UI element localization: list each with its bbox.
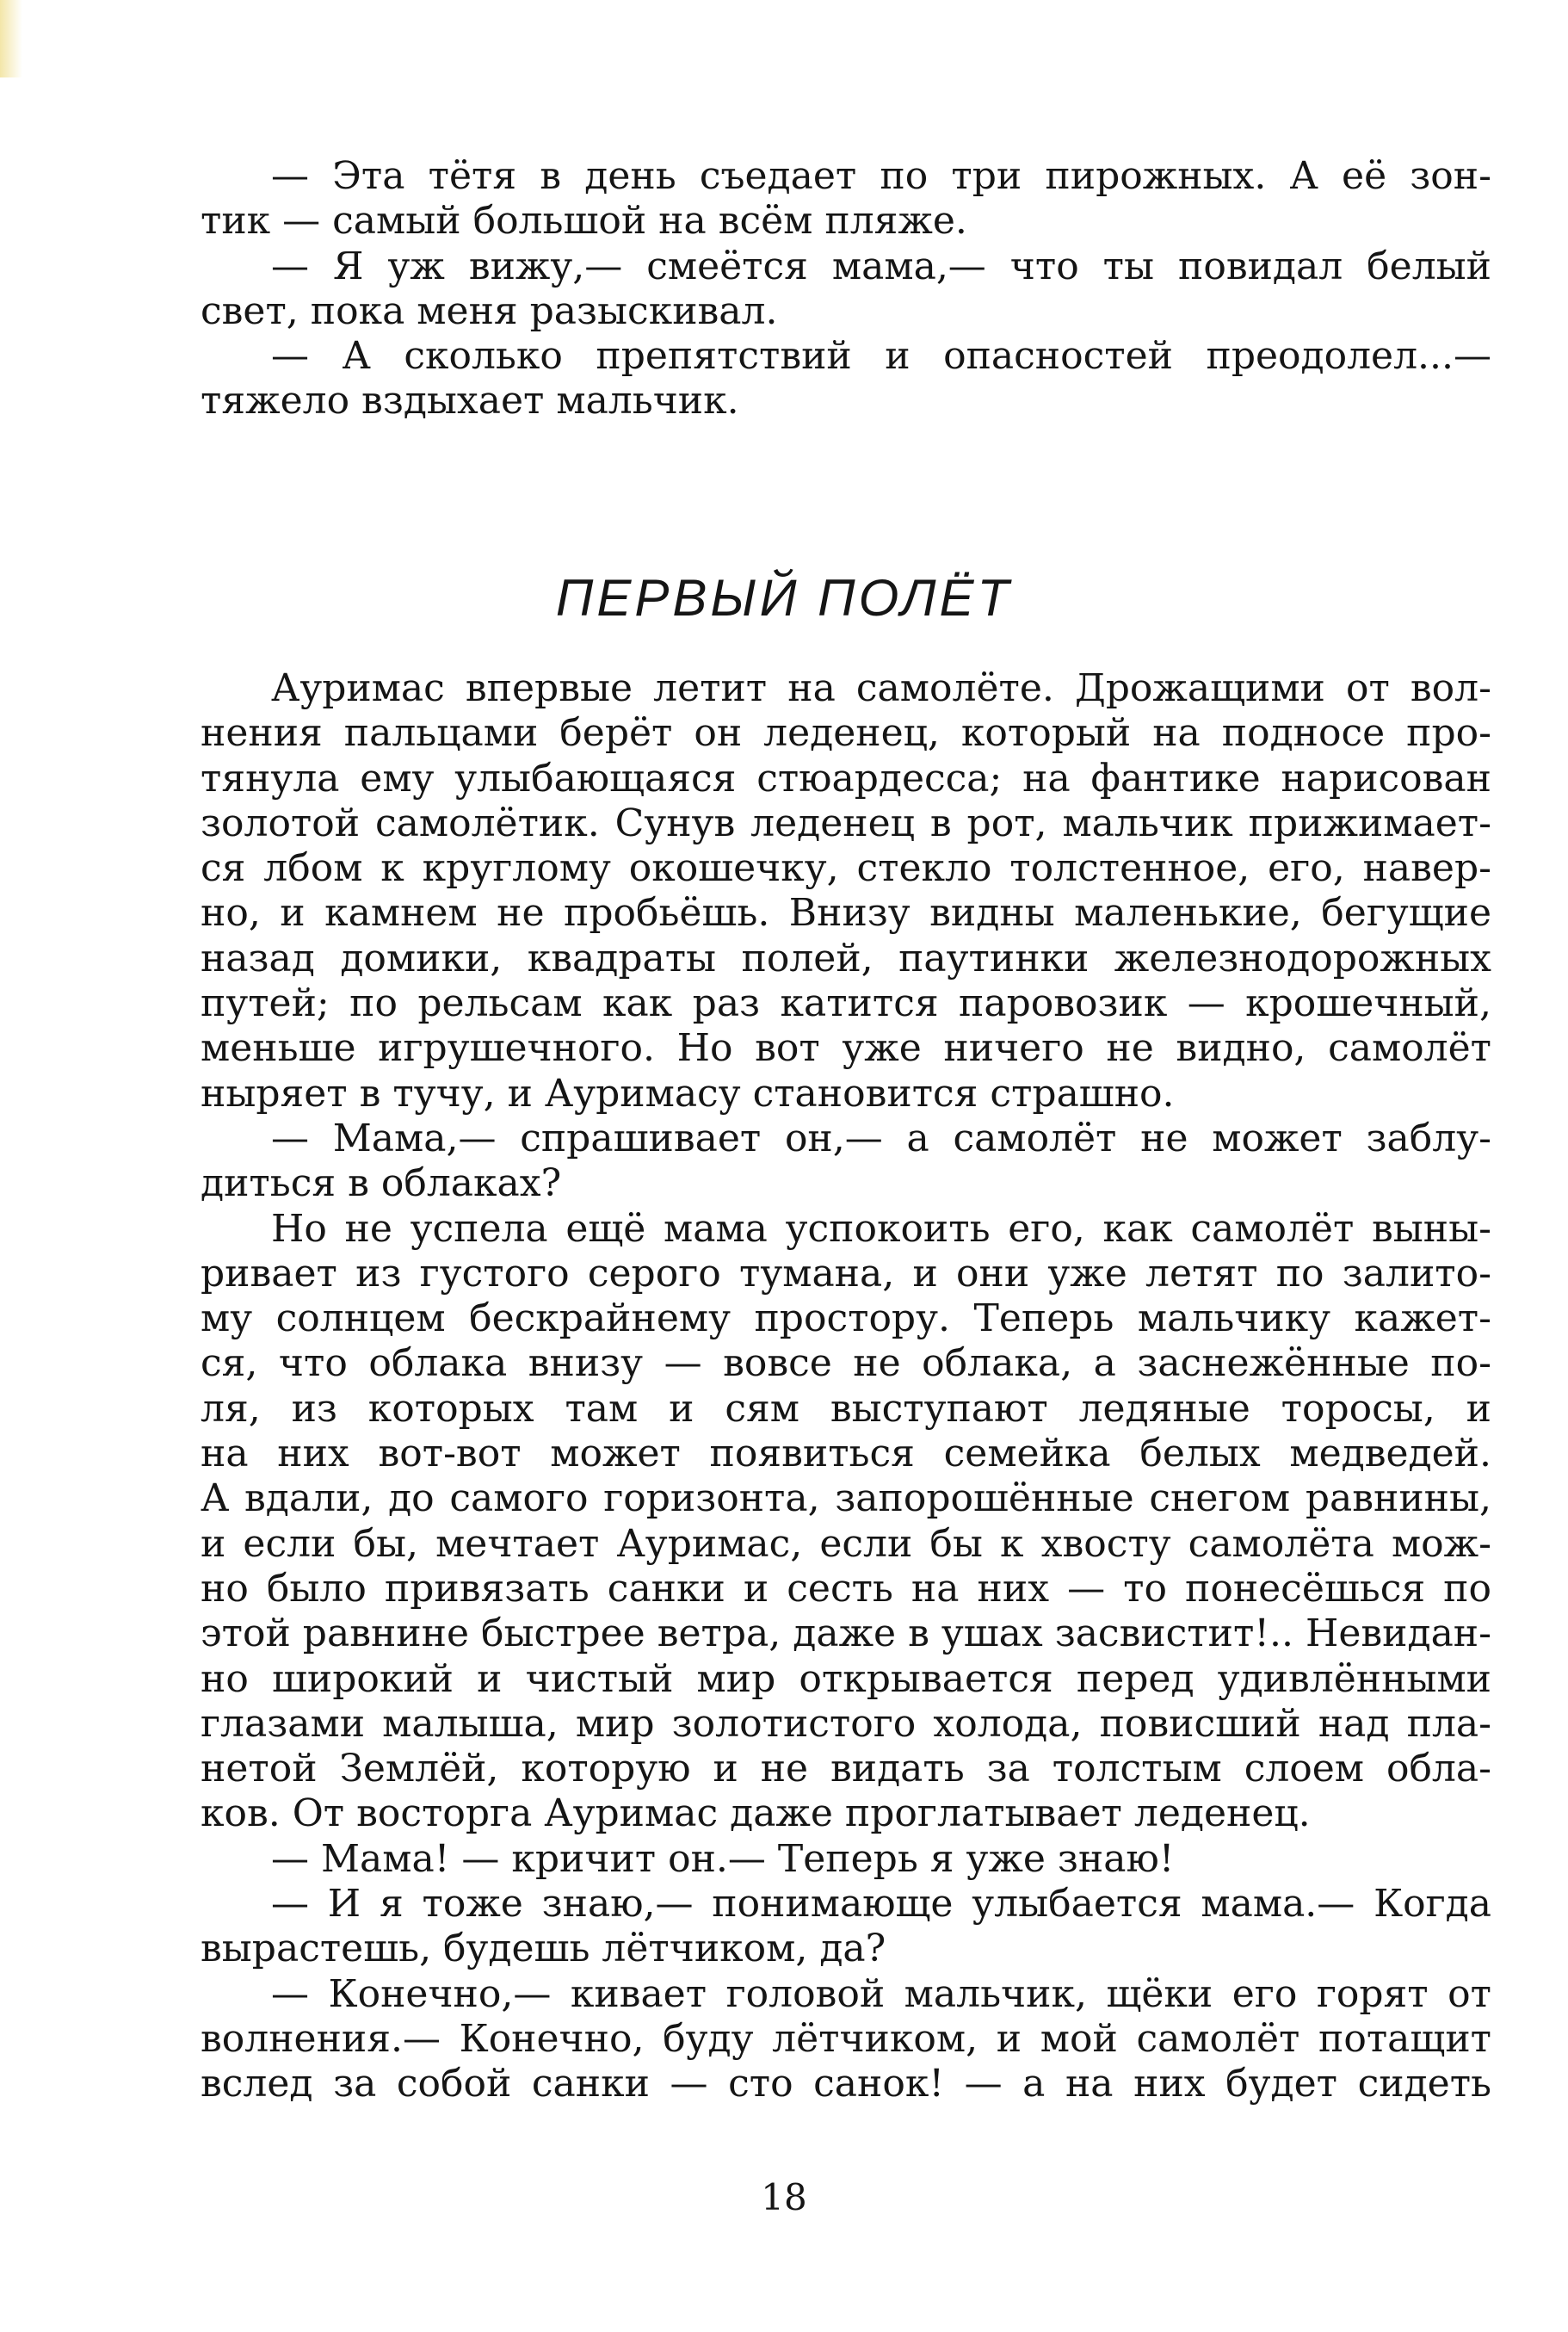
- text-line: — Мама,— спрашивает он,— а самолёт не может заблу-: [271, 1116, 1491, 1160]
- chapter-title: ПЕРВЫЙ ПОЛЁТ: [555, 569, 1013, 627]
- text-line: путей; по рельсам как раз катится паровозик — крошечный,: [201, 981, 1491, 1026]
- text-line: меньше игрушечного. Но вот уже ничего не видно, самолёт: [201, 1026, 1491, 1071]
- text-line: вырастешь, будешь лётчиком, да?: [201, 1927, 886, 1971]
- text-line: Ауримас впервые летит на самолёте. Дрожащими от вол-: [271, 666, 1491, 710]
- text-line: — Мама! — кричит он.— Теперь я уже знаю!: [271, 1836, 1175, 1881]
- dialogue-block-continued: [201, 154, 1491, 424]
- text-line: — Конечно,— кивает головой мальчик, щёки его горят от: [271, 1971, 1491, 2016]
- text-line: тик — самый большой на всём пляже.: [201, 199, 967, 244]
- text-line: глазами малыша, мир золотистого холода, повисший над пла-: [201, 1701, 1491, 1746]
- text-line: и если бы, мечтает Ауримас, если бы к хвосту самолёта мож-: [201, 1521, 1491, 1566]
- text-line: на них вот-вот может появиться семейка белых медведей.: [201, 1432, 1491, 1476]
- text-line: — Эта тётя в день съедает по три пирожных. А её зон-: [271, 154, 1491, 198]
- page-edge-mark: [0, 0, 22, 77]
- text-line: нения пальцами берёт он леденец, который на подносе про-: [201, 711, 1491, 756]
- text-line: ся, что облака внизу — вовсе не облака, а заснежённые по-: [201, 1341, 1491, 1386]
- text-line: ныряет в тучу, и Ауримасу становится страшно.: [201, 1071, 1175, 1116]
- text-line: му солнцем бескрайнему простору. Теперь мальчику кажет-: [201, 1296, 1491, 1341]
- text-line: золотой самолётик. Сунув леденец в рот, мальчик прижимает-: [201, 801, 1491, 845]
- text-line: ся лбом к круглому окошечку, стекло толстенное, его, навер-: [201, 846, 1491, 891]
- text-line: свет, пока меня разыскивал.: [201, 288, 778, 333]
- chapter-body: [201, 666, 1491, 2107]
- text-line: ков. От восторга Ауримас даже проглатывает леденец.: [201, 1791, 1311, 1836]
- text-line: — А сколько препятствий и опасностей преодолел...—: [271, 334, 1491, 379]
- text-line: назад домики, квадраты полей, паутинки железнодорожных: [201, 936, 1491, 980]
- text-line: ля, из которых там и сям выступают ледяные торосы, и: [201, 1386, 1491, 1431]
- text-line: но широкий и чистый мир открывается перед удивлёнными: [201, 1656, 1491, 1701]
- text-line: нетой Землёй, которую и не видать за толстым слоем обла-: [201, 1747, 1491, 1791]
- text-line: ривает из густого серого тумана, и они уже летят по залито-: [201, 1251, 1491, 1296]
- text-line: тяжело вздыхает мальчик.: [201, 379, 739, 424]
- text-line: волнения.— Конечно, буду лётчиком, и мой самолёт потащит: [201, 2016, 1491, 2061]
- page-number: 18: [761, 2176, 807, 2218]
- text-line: Но не успела ещё мама успокоить его, как самолёт выны-: [271, 1206, 1491, 1251]
- text-line: тянула ему улыбающаяся стюардесса; на фантике нарисован: [201, 756, 1491, 801]
- text-line: — Я уж вижу,— смеётся мама,— что ты повидал белый: [271, 244, 1491, 288]
- text-line: А вдали, до самого горизонта, запорошённые снегом равнины,: [201, 1476, 1491, 1521]
- text-line: — И я тоже знаю,— понимающе улыбается мама.— Когда: [271, 1882, 1491, 1927]
- text-line: но было привязать санки и сесть на них — то понесёшься по: [201, 1566, 1491, 1611]
- text-line: этой равнине быстрее ветра, даже в ушах засвистит!.. Невидан-: [201, 1611, 1491, 1656]
- text-line: диться в облаках?: [201, 1161, 562, 1206]
- text-line: вслед за собой санки — сто санок! — а на них будет сидеть: [201, 2062, 1491, 2106]
- text-line: но, и камнем не пробьёшь. Внизу видны маленькие, бегущие: [201, 891, 1491, 936]
